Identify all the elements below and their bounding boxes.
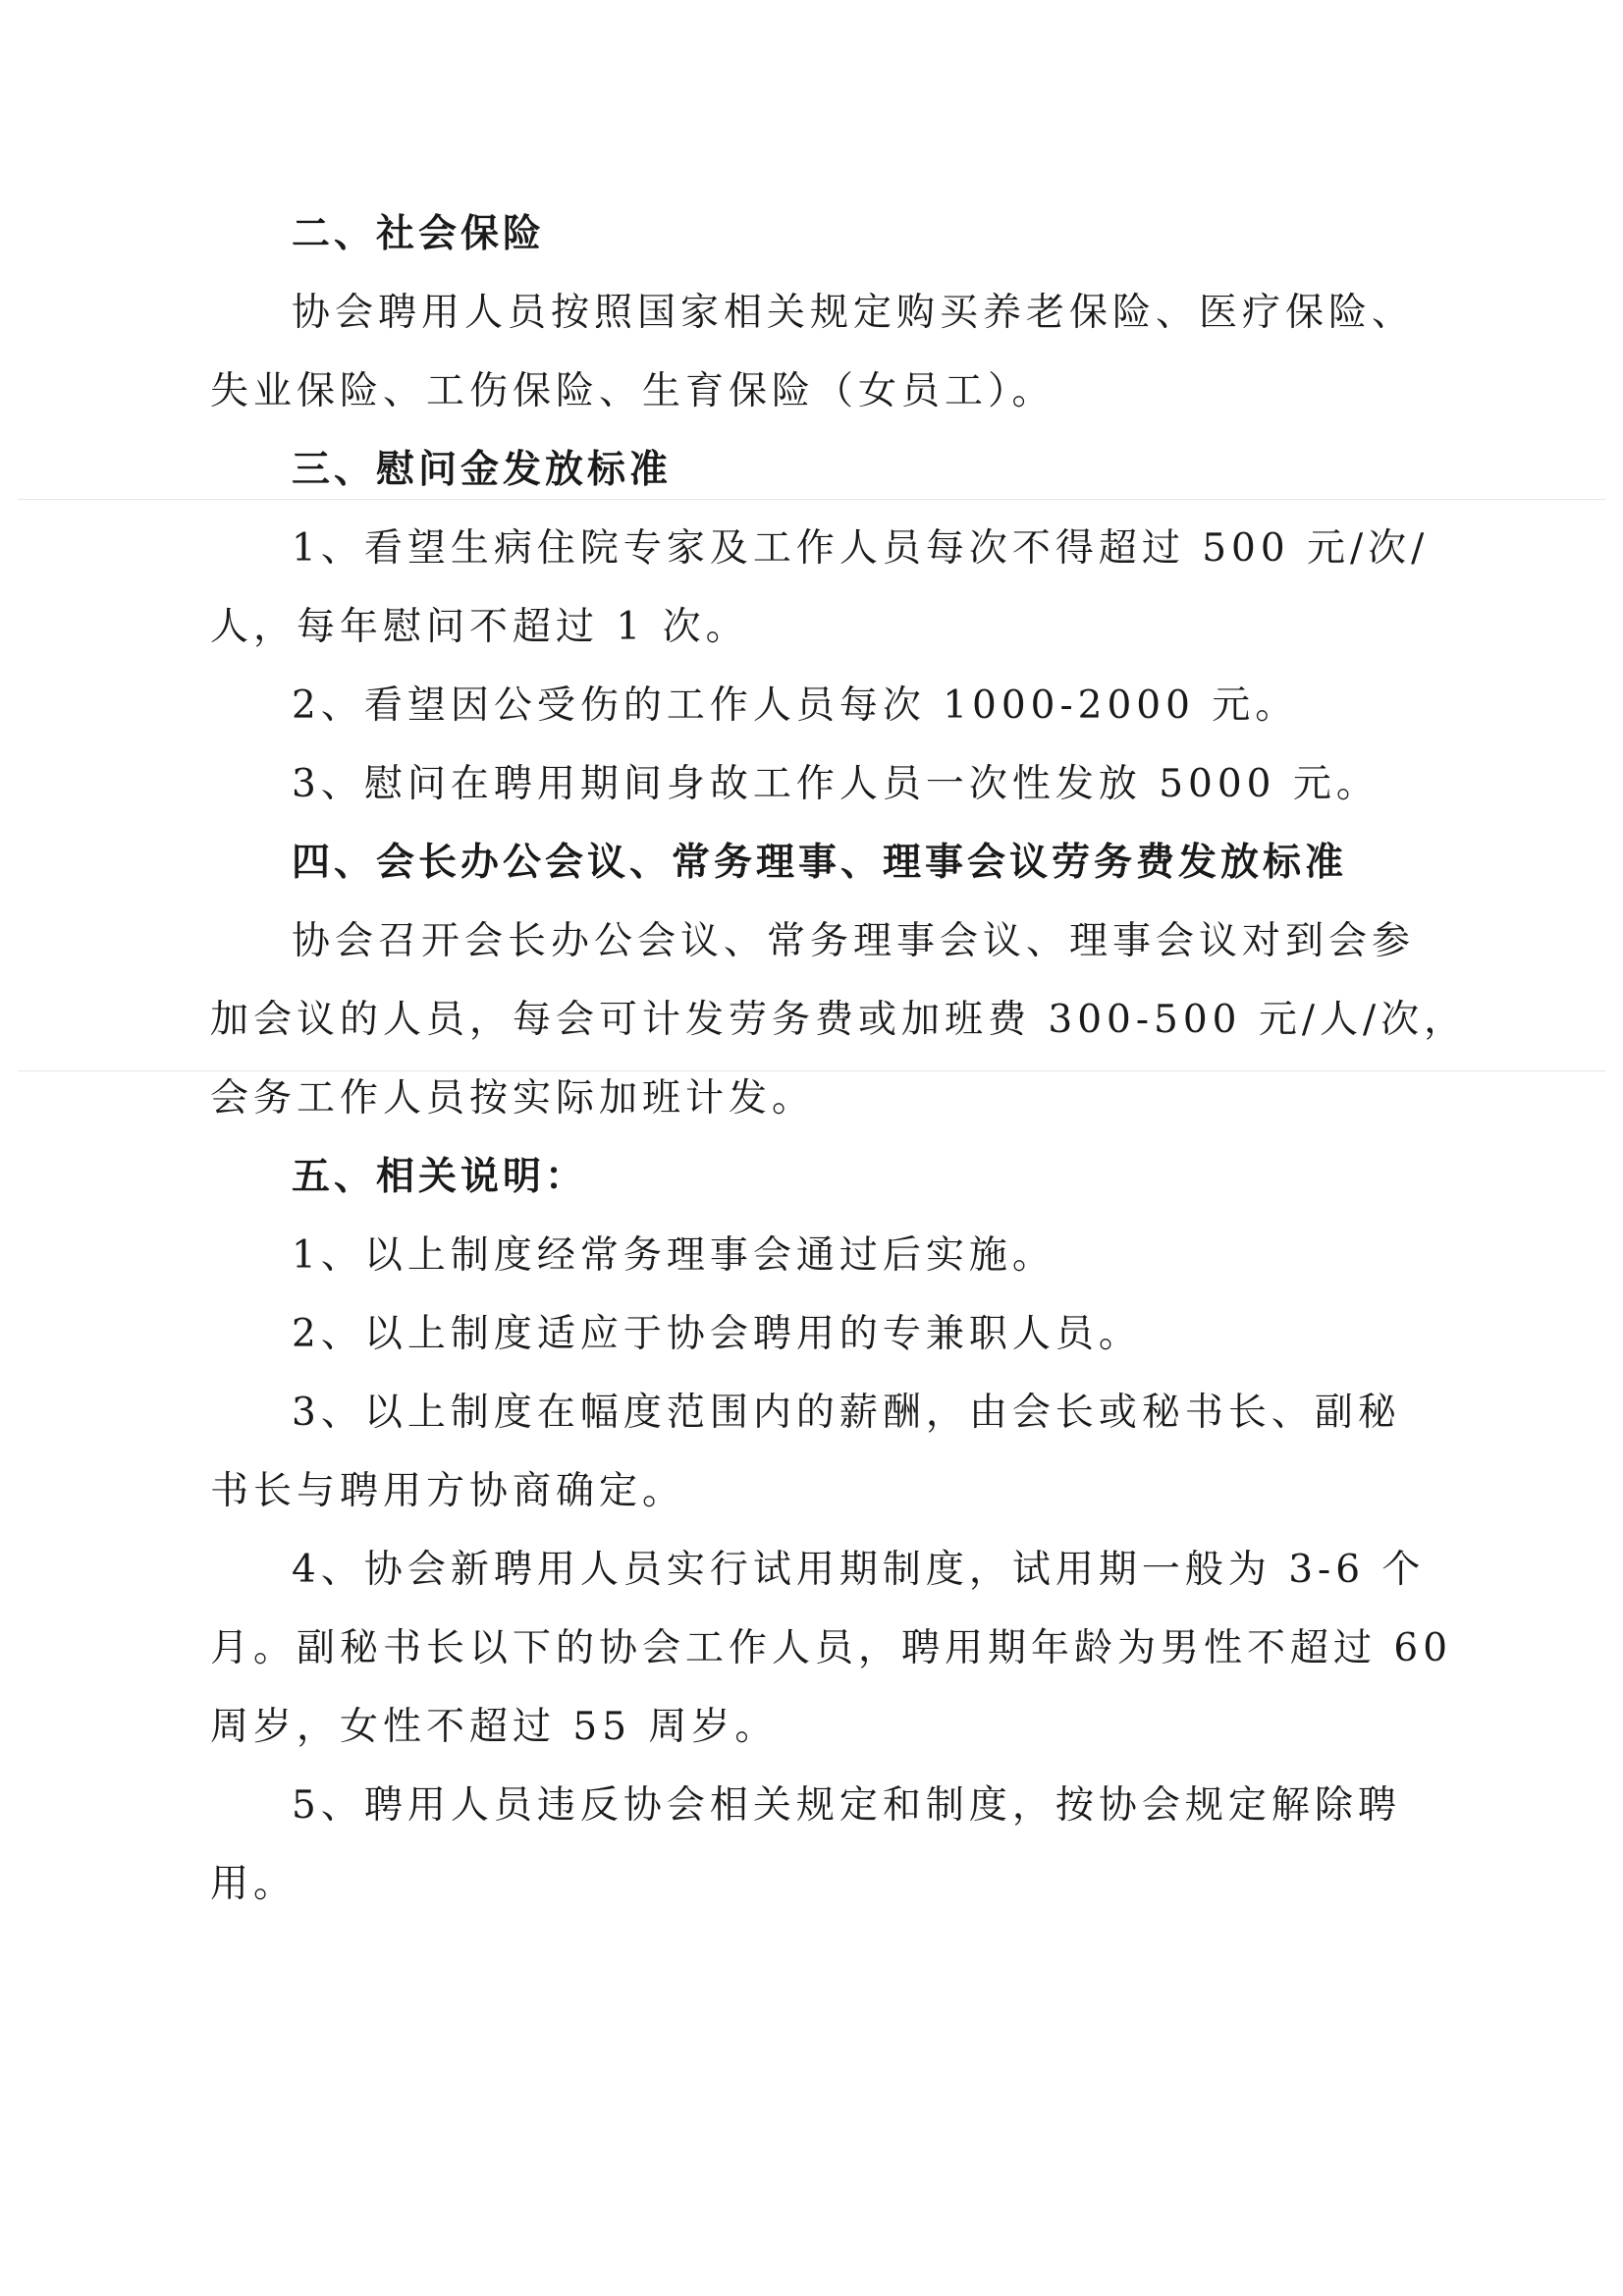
list-item-line: 月。副秘书长以下的协会工作人员，聘用期年龄为男性不超过 60 xyxy=(210,1626,1453,1670)
paragraph-line: 失业保险、工伤保险、生育保险（女员工）。 xyxy=(210,369,1055,413)
paragraph-line: 协会召开会长办公会议、常务理事会议、理事会议对到会参 xyxy=(292,919,1416,963)
list-item-line: 2、以上制度适应于协会聘用的专兼职人员。 xyxy=(292,1312,1142,1356)
list-item-line: 人，每年慰问不超过 1 次。 xyxy=(210,605,749,649)
scan-line xyxy=(18,499,1605,500)
list-item-line: 2、看望因公受伤的工作人员每次 1000-2000 元。 xyxy=(292,683,1299,728)
list-item-line: 3、以上制度在幅度范围内的薪酬，由会长或秘书长、副秘 xyxy=(292,1391,1401,1435)
list-item-line: 4、协会新聘用人员实行试用期制度，试用期一般为 3-6 个 xyxy=(292,1548,1426,1592)
list-item-line: 1、以上制度经常务理事会通过后实施。 xyxy=(292,1233,1055,1278)
list-item-line: 周岁，女性不超过 55 周岁。 xyxy=(210,1705,779,1749)
section-heading-social-insurance: 二、社会保险 xyxy=(292,212,546,256)
list-item-line: 5、聘用人员违反协会相关规定和制度，按协会规定解除聘 xyxy=(292,1783,1401,1828)
list-item-line: 用。 xyxy=(210,1862,298,1906)
scan-line xyxy=(18,1070,1605,1071)
section-heading-meeting-fee-standard: 四、会长办公会议、常务理事、理事会议劳务费发放标准 xyxy=(292,841,1348,885)
list-item-line: 书长与聘用方协商确定。 xyxy=(210,1469,686,1513)
paragraph-line: 加会议的人员，每会可计发劳务费或加班费 300-500 元/人/次， xyxy=(210,998,1468,1042)
list-item-line: 3、慰问在聘用期间身故工作人员一次性发放 5000 元。 xyxy=(292,762,1380,806)
paragraph-line: 协会聘用人员按照国家相关规定购买养老保险、医疗保险、 xyxy=(292,291,1416,335)
section-heading-related-notes: 五、相关说明： xyxy=(292,1155,588,1199)
paragraph-line: 会务工作人员按实际加班计发。 xyxy=(210,1076,816,1121)
list-item-line: 1、看望生病住院专家及工作人员每次不得超过 500 元/次/ xyxy=(292,526,1430,571)
section-heading-condolence-standard: 三、慰问金发放标准 xyxy=(292,448,673,492)
